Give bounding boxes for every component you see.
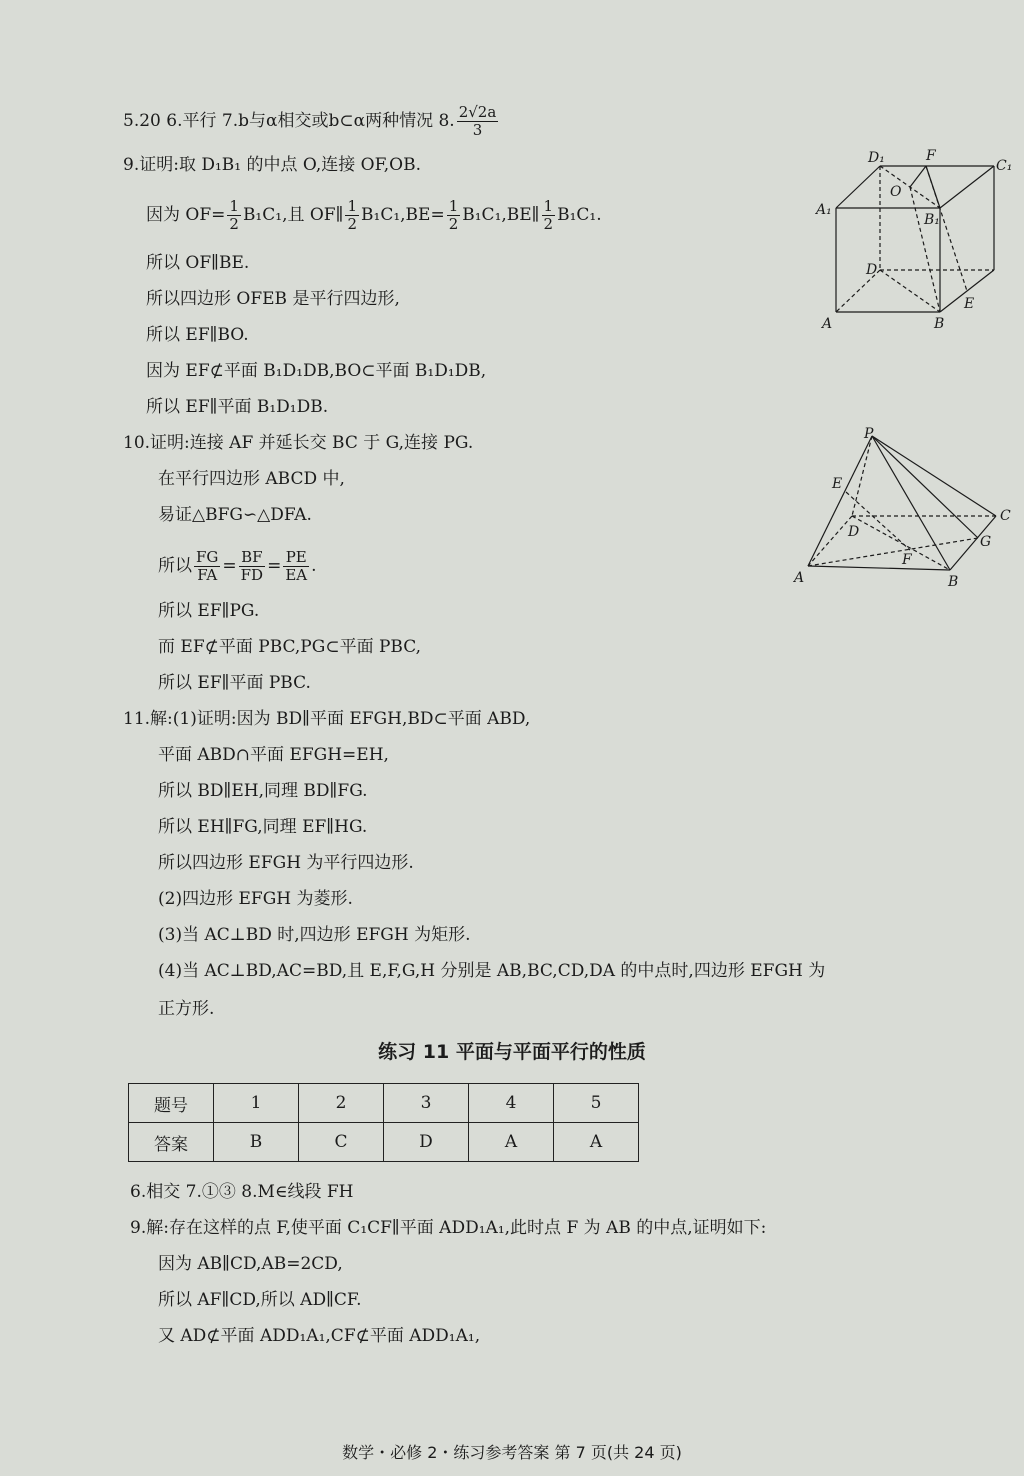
cube-figure <box>808 140 1018 340</box>
label-A: A <box>794 570 805 586</box>
ex11-q9-heading: 9.解:存在这样的点 F,使平面 C₁CF∥平面 ADD₁A₁,此时点 F 为 AB 的中点,证明如下: <box>130 1218 767 1238</box>
table-cell: 2 <box>299 1084 384 1123</box>
label-A1: A₁ <box>816 202 832 218</box>
label-F: F <box>902 552 912 568</box>
q10-line: 易证△BFG∽△DFA. <box>158 505 312 525</box>
table-cell: 1 <box>214 1084 299 1123</box>
label-D: D <box>848 524 860 540</box>
table-cell: 4 <box>469 1084 554 1123</box>
q10-line: 而 EF⊄平面 PBC,PG⊂平面 PBC, <box>158 637 422 657</box>
q11-line: 所以 EH∥FG,同理 EF∥HG. <box>158 817 368 837</box>
table-cell: 3 <box>384 1084 469 1123</box>
ex11-q9-line: 所以 AF∥CD,所以 AD∥CF. <box>158 1290 362 1310</box>
q10-heading: 10.证明:连接 AF 并延长交 BC 于 G,连接 PG. <box>123 433 474 453</box>
q9-line: 因为 EF⊄平面 B₁D₁DB,BO⊂平面 B₁D₁DB, <box>146 361 487 381</box>
label-A: A <box>822 316 833 332</box>
label-B1: B₁ <box>924 212 940 228</box>
label-B: B <box>948 574 959 590</box>
q9-line: 所以四边形 OFEB 是平行四边形, <box>146 289 400 309</box>
q11-line: 所以 BD∥EH,同理 BD∥FG. <box>158 781 368 801</box>
q11-line: (3)当 AC⊥BD 时,四边形 EFGH 为矩形. <box>158 925 471 945</box>
ex11-q6-8: 6.相交 7.①③ 8.M∈线段 FH <box>130 1182 354 1202</box>
ex11-q9-line: 又 AD⊄平面 ADD₁A₁,CF⊄平面 ADD₁A₁, <box>158 1326 481 1346</box>
label-E: E <box>964 296 975 312</box>
answer-table <box>128 1083 639 1162</box>
q10-fraction-line: 所以 $\frac{FG}{FA}$ = $\frac{BF}{FD}$ = $\frac{PE}{EA}$ . <box>158 548 317 584</box>
label-D: D <box>866 262 878 278</box>
q9-because-line: 因为 OF= $\frac{1}{2}$ B₁C₁,且 OF∥ $\frac{1}{2}$ B₁C₁,BE= $\frac{1}{2}$ B₁C₁,BE∥ $\frac{1}{2}$ B₁C₁. <box>146 197 602 233</box>
q10-line: 所以 EF∥平面 PBC. <box>158 673 311 693</box>
table-cell: D <box>384 1123 469 1162</box>
q11-heading: 11.解:(1)证明:因为 BD∥平面 EFGH,BD⊂平面 ABD, <box>123 709 531 729</box>
pyramid-figure <box>790 422 1020 592</box>
q11-line: 平面 ABD∩平面 EFGH=EH, <box>158 745 389 765</box>
q9-line: 所以 EF∥平面 B₁D₁DB. <box>146 397 329 417</box>
label-G: G <box>980 534 992 550</box>
table-cell: A <box>469 1123 554 1162</box>
label-O: O <box>890 184 902 200</box>
table-cell: A <box>554 1123 639 1162</box>
label-B: B <box>934 316 945 332</box>
q9-line: 所以 OF∥BE. <box>146 253 250 273</box>
label-C: C <box>1000 508 1011 524</box>
q11-line: 正方形. <box>158 999 215 1019</box>
table-cell: 题号 <box>129 1084 214 1123</box>
q9-heading: 9.证明:取 D₁B₁ 的中点 O,连接 OF,OB. <box>123 155 421 175</box>
section-title: 练习 11 平面与平面平行的性质 <box>378 1041 646 1063</box>
page-footer: 数学・必修 2・练习参考答案 第 7 页(共 24 页) <box>342 1443 682 1462</box>
label-P: P <box>864 426 874 442</box>
table-cell: B <box>214 1123 299 1162</box>
label-F: F <box>926 148 936 164</box>
ex11-q9-line: 因为 AB∥CD,AB=2CD, <box>158 1254 343 1274</box>
q8-fraction: $\frac{2√2a}{3}$ <box>458 103 497 139</box>
q11-line: (4)当 AC⊥BD,AC=BD,且 E,F,G,H 分别是 AB,BC,CD,DA 的中点时,四边形 EFGH 为 <box>158 961 826 981</box>
table-cell: C <box>299 1123 384 1162</box>
table-cell: 答案 <box>129 1123 214 1162</box>
q5-8-answers: 5.20 6.平行 7.b与α相交或b⊂α两种情况 8. $\frac{2√2a}{3}$ <box>123 103 497 139</box>
q11-line: 所以四边形 EFGH 为平行四边形. <box>158 853 414 873</box>
table-row <box>129 1123 639 1162</box>
q11-line: (2)四边形 EFGH 为菱形. <box>158 889 353 909</box>
label-E: E <box>832 476 843 492</box>
q10-line: 在平行四边形 ABCD 中, <box>158 469 345 489</box>
label-D1: D₁ <box>868 150 885 166</box>
q9-line: 所以 EF∥BO. <box>146 325 249 345</box>
q10-line: 所以 EF∥PG. <box>158 601 260 621</box>
label-C1: C₁ <box>996 158 1013 174</box>
table-cell: 5 <box>554 1084 639 1123</box>
table-row <box>129 1084 639 1123</box>
